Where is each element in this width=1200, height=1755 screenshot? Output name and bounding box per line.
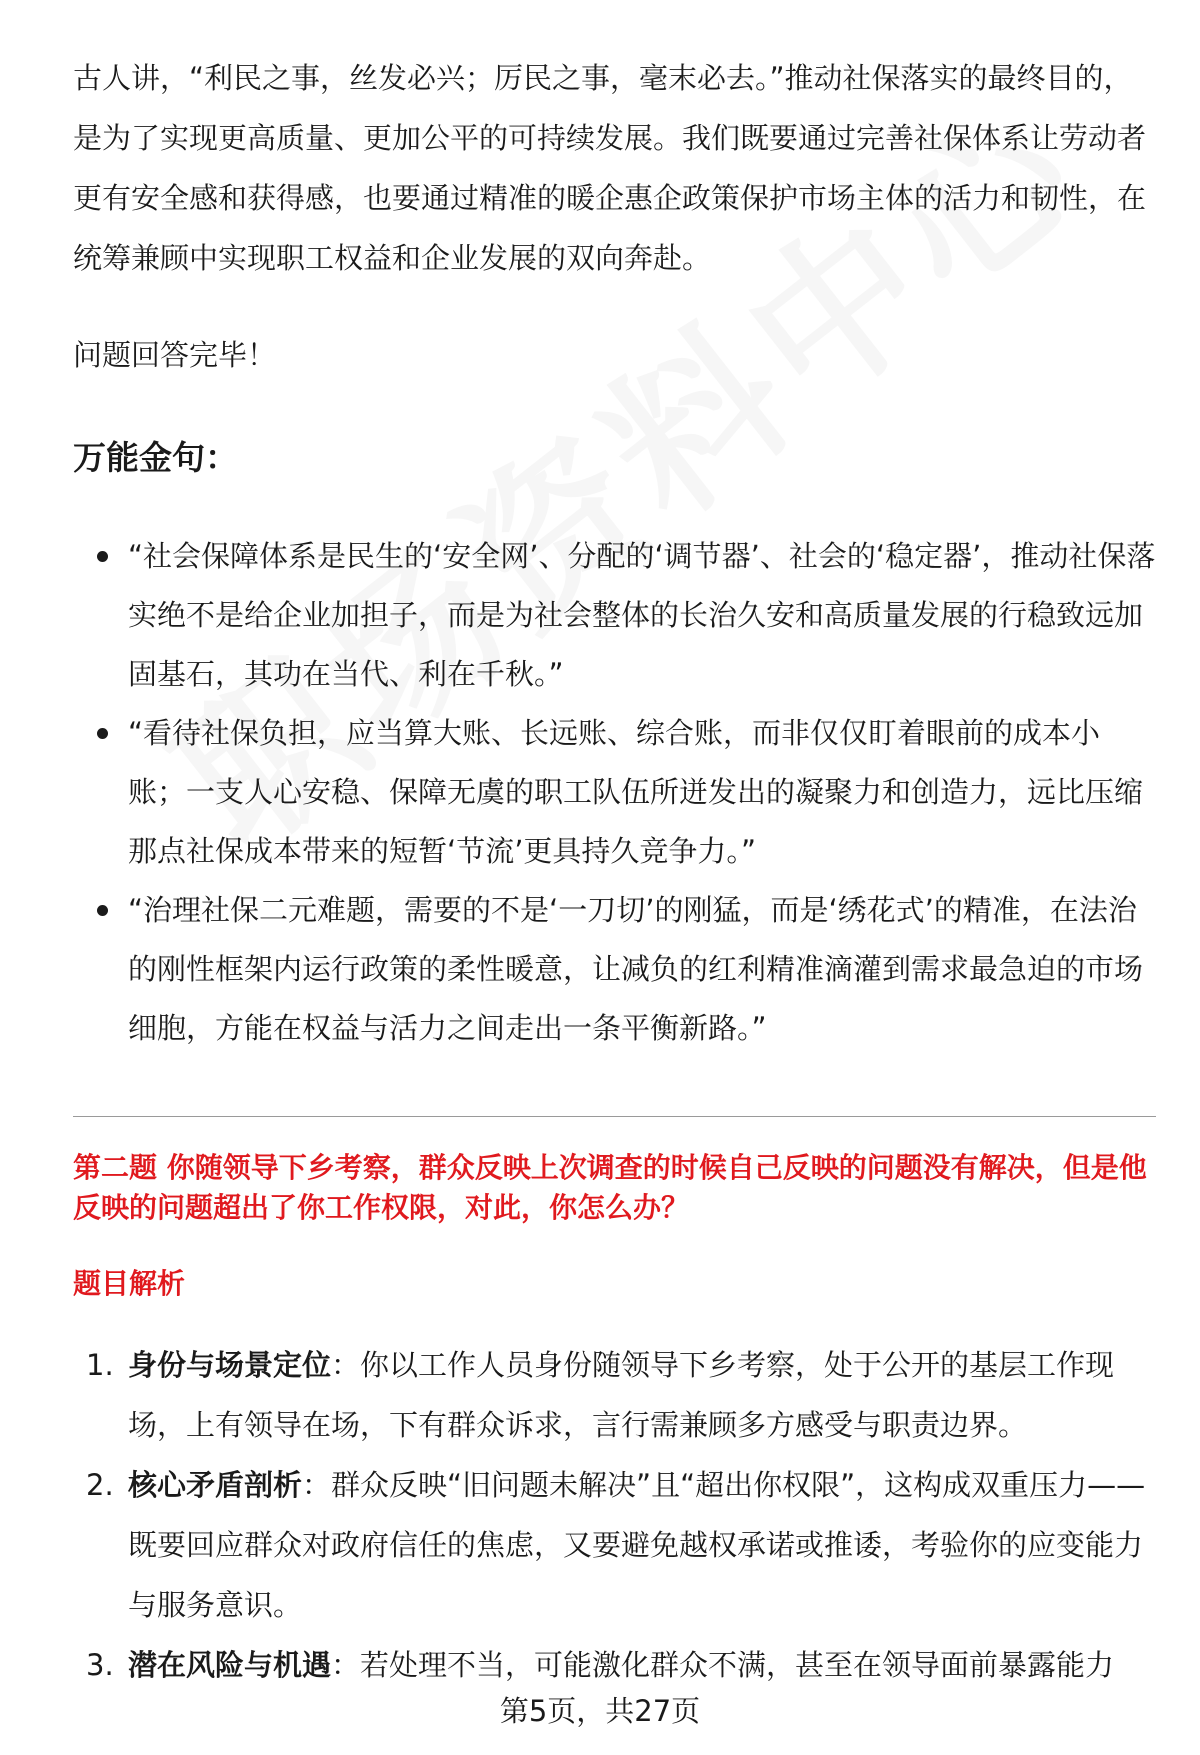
analysis-list	[73, 1335, 1158, 1695]
bullet-icon	[97, 905, 108, 916]
section-divider	[73, 1116, 1156, 1117]
point-label: 身份与场景定位	[128, 1348, 332, 1382]
list-item-text: “治理社保二元难题，需要的不是‘一刀切’的刚猛，而是‘绣花式’的精准，在法治的刚性框架内运行政策的柔性暖意，让减负的红利精准滴灌到需求最急迫的市场细胞，方能在权益与活力之间走出一条平衡新路。”	[128, 893, 1144, 1045]
point-text: ：群众反映“旧问题未解决”且“超出你权限”，这构成双重压力——既要回应群众对政府信任的焦虑，又要避免越权承诺或推诿，考验你的应变能力与服务意识。	[128, 1468, 1146, 1622]
list-item-text: “社会保障体系是民生的‘安全网’、分配的‘调节器’、社会的‘稳定器’，推动社保落实绝不是给企业加担子，而是为社会整体的长治久安和高质量发展的行稳致远加固基石，其功在当代、利在千秋。”	[128, 539, 1156, 691]
list-item	[73, 1635, 1158, 1695]
closing-line: 问题回答完毕！	[73, 338, 277, 372]
point-label: 核心矛盾剖析	[128, 1468, 303, 1502]
golden-sentences-heading: 万能金句：	[73, 438, 238, 477]
list-item	[73, 1455, 1158, 1635]
list-item	[73, 1335, 1158, 1455]
point-label: 潜在风险与机遇	[128, 1648, 332, 1682]
bullet-icon	[97, 728, 108, 739]
list-number: 1.	[86, 1348, 114, 1382]
bullet-icon	[97, 551, 108, 562]
golden-sentences-list	[73, 527, 1158, 1058]
analysis-heading: 题目解析	[73, 1267, 186, 1300]
list-number: 3.	[86, 1648, 114, 1682]
list-item	[73, 527, 1158, 704]
point-text: ：你以工作人员身份随领导下乡考察，处于公开的基层工作现场，上有领导在场，下有群众诉求，言行需兼顾多方感受与职责边界。	[128, 1348, 1115, 1442]
intro-paragraph: 古人讲，“利民之事，丝发必兴；厉民之事，毫末必去。”推动社保落实的最终目的，是为了实现更高质量、更加公平的可持续发展。我们既要通过完善社保体系让劳动者更有安全感和获得感，也要通过精准的暖企惠企政策保护市场主体的活力和韧性，在统筹兼顾中实现职工权益和企业发展的双向奔赴。	[73, 61, 1147, 275]
point-text: ：若处理不当，可能激化群众不满，甚至在领导面前暴露能力	[331, 1648, 1115, 1682]
list-item-text: “看待社保负担，应当算大账、长远账、综合账，而非仅仅盯着眼前的成本小账；一支人心安稳、保障无虞的职工队伍所迸发出的凝聚力和创造力，远比压缩那点社保成本带来的短暂‘节流’更具持久竞争力。”	[128, 716, 1144, 868]
list-item	[73, 704, 1158, 881]
list-number: 2.	[86, 1468, 114, 1502]
page-number: 第5页，共27页	[499, 1694, 701, 1728]
question-title: 第二题 你随领导下乡考察，群众反映上次调查的时候自己反映的问题没有解决，但是他反映的问题超出了你工作权限，对此，你怎么办？	[73, 1151, 1147, 1224]
list-item	[73, 881, 1158, 1058]
